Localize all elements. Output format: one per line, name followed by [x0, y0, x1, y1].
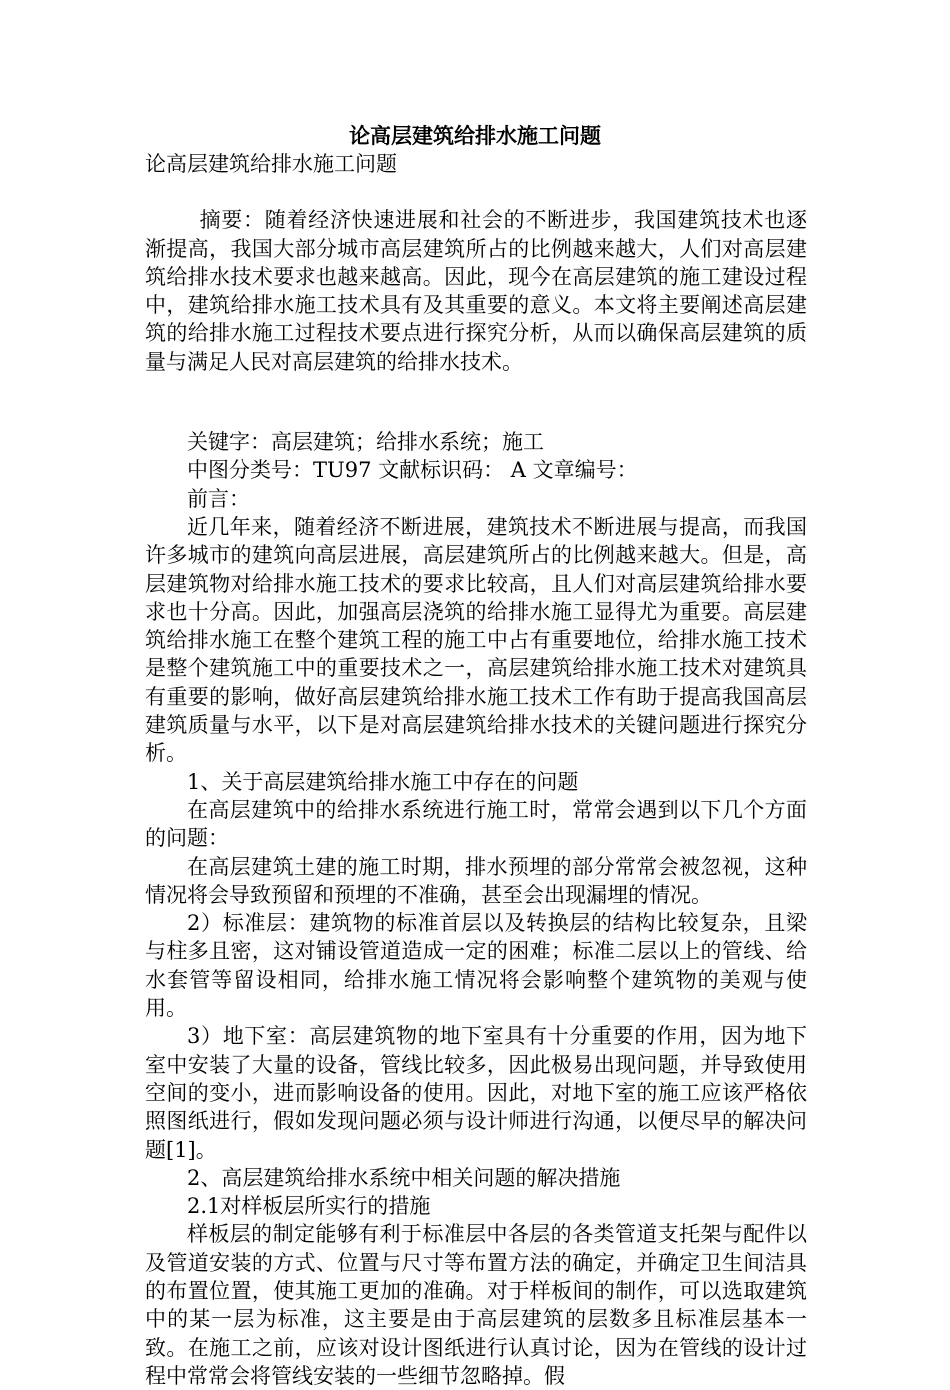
abstract-paragraph: 摘要：随着经济快速进展和社会的不断进步，我国建筑技术也逐渐提高，我国大部分城市高层建筑所占的比例越来越大，人们对高层建筑给排水技术要求也越来越高。因此，现今在高层建筑的施工建设过程中，建筑给排水施工技术具有及其重要的意义。本文将主要阐述高层建筑的给排水施工过程技术要点进行探究分析，从而以确保高层建筑的质量与满足人民对高层建筑的给排水技术。 — [145, 208, 807, 374]
section-heading: 2、高层建筑给排水系统中相关问题的解决措施 — [187, 1165, 621, 1190]
body-paragraph: 2）标准层：建筑物的标准首层以及转换层的结构比较复杂，且梁与柱多且密，这对铺设管道造成一定的困难；标准二层以上的管线、给水套管等留设相同，给排水施工情况将会影响整个建筑物的美观与使用。 — [145, 911, 807, 1021]
subsection-heading: 2.1对样板层所实行的措施 — [187, 1194, 431, 1219]
spacer — [145, 404, 807, 428]
classification-line: 中图分类号：TU97 文献标识码： A 文章编号： — [187, 458, 638, 483]
document-body — [145, 150, 807, 1390]
keywords-line: 关键字：高层建筑；给排水系统；施工 — [187, 430, 544, 455]
document-subtitle: 论高层建筑给排水施工问题 — [145, 152, 397, 176]
body-paragraph: 样板层的制定能够有利于标准层中各层的各类管道支托架与配件以及管道安装的方式、位置与尺寸等布置方法的确定，并确定卫生间洁具的布置位置，使其施工更加的准确。对于样板间的制作，可以选取建筑中的某一层为标准，这主要是由于高层建筑的层数多且标准层基本一致。在施工之前，应该对设计图纸进行认真讨论，因为在管线的设计过程中常常会将管线安装的一些细节忽略掉。假 — [145, 1222, 807, 1388]
spacer — [145, 178, 807, 206]
body-paragraph: 在高层建筑土建的施工时期，排水预埋的部分常常会被忽视，这种情况将会导致预留和预埋的不准确，甚至会出现漏埋的情况。 — [145, 854, 807, 907]
body-paragraph: 3）地下室：高层建筑物的地下室具有十分重要的作用，因为地下室中安装了大量的设备，管线比较多，因此极易出现问题，并导致使用空间的变小，进而影响设备的使用。因此，对地下室的施工应该严格依照图纸进行，假如发现问题必须与设计师进行沟通，以便尽早的解决问题[1]。 — [145, 1024, 807, 1162]
preface-label: 前言： — [187, 486, 250, 511]
document-title: 论高层建筑给排水施工问题 — [349, 123, 601, 148]
body-paragraph: 近几年来，随着经济不断进展，建筑技术不断进展与提高，而我国许多城市的建筑向高层进展，高层建筑所占的比例越来越大。但是，高层建筑物对给排水施工技术的要求比较高，且人们对高层建筑给排水要求也十分高。因此，加强高层浇筑的给排水施工显得尤为重要。高层建筑给排水施工在整个建筑工程的施工中占有重要地位，给排水施工技术是整个建筑施工中的重要技术之一，高层建筑给排水施工技术对建筑具有重要的影响，做好高层建筑给排水施工技术工作有助于提高我国高层建筑质量与水平，以下是对高层建筑给排水技术的关键问题进行探究分析。 — [145, 514, 807, 766]
body-paragraph: 在高层建筑中的给排水系统进行施工时，常常会遇到以下几个方面的问题： — [145, 797, 807, 851]
section-heading: 1、关于高层建筑给排水施工中存在的问题 — [187, 769, 579, 794]
spacer — [145, 376, 807, 404]
